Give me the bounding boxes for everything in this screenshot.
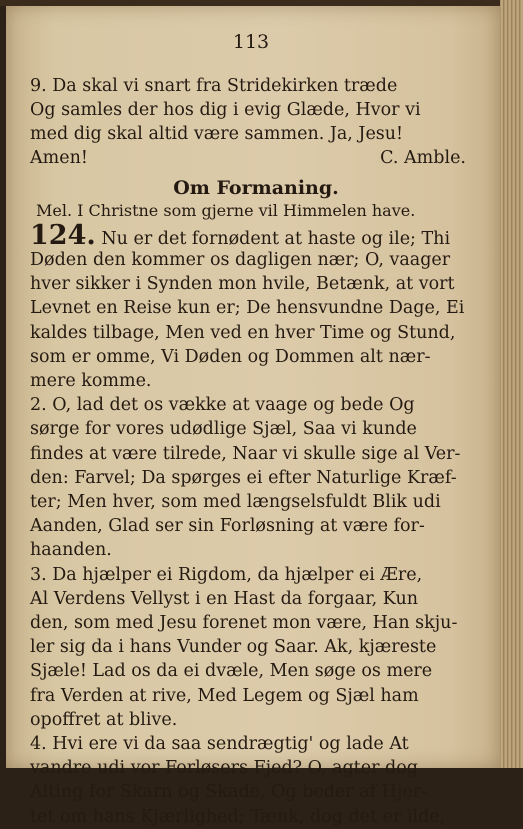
page-edge <box>500 0 523 768</box>
hymn-line: opoffret at blive. <box>30 709 178 730</box>
hymn-line: findes at være tilrede, Naar vi skulle sige al Ver- <box>30 443 461 464</box>
hymn-line: haanden. <box>30 540 112 561</box>
hymn-line: tet om hans Kjærlighed; Tænk, dog det er ilde, <box>30 806 446 827</box>
page-number: 113 <box>232 31 270 53</box>
hymn-title: Om Formaning. <box>173 177 339 199</box>
hymn-line: Al Verdens Vellyst i en Hast da forgaar, Kun <box>30 588 419 609</box>
hymn-line: den, som med Jesu forenet mon være, Han skju- <box>30 613 458 633</box>
hymn-line: Levnet en Reise kun er; De hensvundne Dage, Ei <box>30 298 465 319</box>
hymn-line: sørge for vores udødlige Sjæl, Saa vi kunde <box>30 419 417 440</box>
hymn-line: vandre udi vor Forløsers Fjed? O, agter dog <box>30 758 418 779</box>
verse-9-line-2: Og samles der hos dig i evig Glæde, Hvor vi <box>30 100 421 120</box>
hymn-line: 4. Hvi ere vi da saa sendrægtig' og lade At <box>30 734 409 754</box>
verse-9-line-3: med dig skal altid være sammen. Ja, Jesu! <box>30 124 404 144</box>
hymn-first-line <box>30 220 466 251</box>
verse-9-line-1: 9. Da skal vi snart fra Stridekirken træde <box>30 76 398 96</box>
hymn-first-line-text: Nu er det fornødent at haste og ile; Thi <box>101 229 451 249</box>
hymn-line: hver sikker i Synden mon hvile, Betænk, at vort <box>30 274 455 295</box>
hymn-line: 3. Da hjælper ei Rigdom, da hjælper ei Ære, <box>30 564 423 585</box>
hymn-line: ter; Men hver, som med længselsfuldt Blik udi <box>30 492 441 512</box>
book-page <box>6 6 500 827</box>
hymn-line: fra Verden at rive, Med Legem og Sjæl ham <box>30 685 419 706</box>
melody-line: Mel. I Christne som gjerne vil Himmelen have. <box>36 201 416 220</box>
hymn-line: Sjæle! Lad os da ei dvæle, Men søge os mere <box>30 661 433 682</box>
hymn-line: mere komme. <box>30 371 152 391</box>
hymn-line: kaldes tilbage, Men ved en hver Time og Stund, <box>30 322 456 343</box>
hymn-line: som er omme, Vi Døden og Dommen alt nær- <box>30 346 431 367</box>
hymn-line: ler sig da i hans Vunder og Saar. Ak, kjæreste <box>30 637 437 658</box>
amen-text: Amen! <box>30 148 88 168</box>
hymn-number: 124. <box>30 220 96 251</box>
hymn-line: Alting for Skarn og Skade, Og beder af Hjer- <box>30 782 428 803</box>
hymn-line: Døden den kommer os dagligen nær; O, vaager <box>30 250 451 270</box>
hymn-line: den: Farvel; Da spørges ei efter Naturlige Kræf- <box>30 467 457 488</box>
hymn-line: 2. O, lad det os vække at vaage og bede Og <box>30 395 415 416</box>
author-signature: C. Amble. <box>380 148 466 168</box>
verse-9-line-4 <box>30 146 466 170</box>
hymn-line: Aanden, Glad ser sin Forløsning at være for- <box>30 516 425 537</box>
